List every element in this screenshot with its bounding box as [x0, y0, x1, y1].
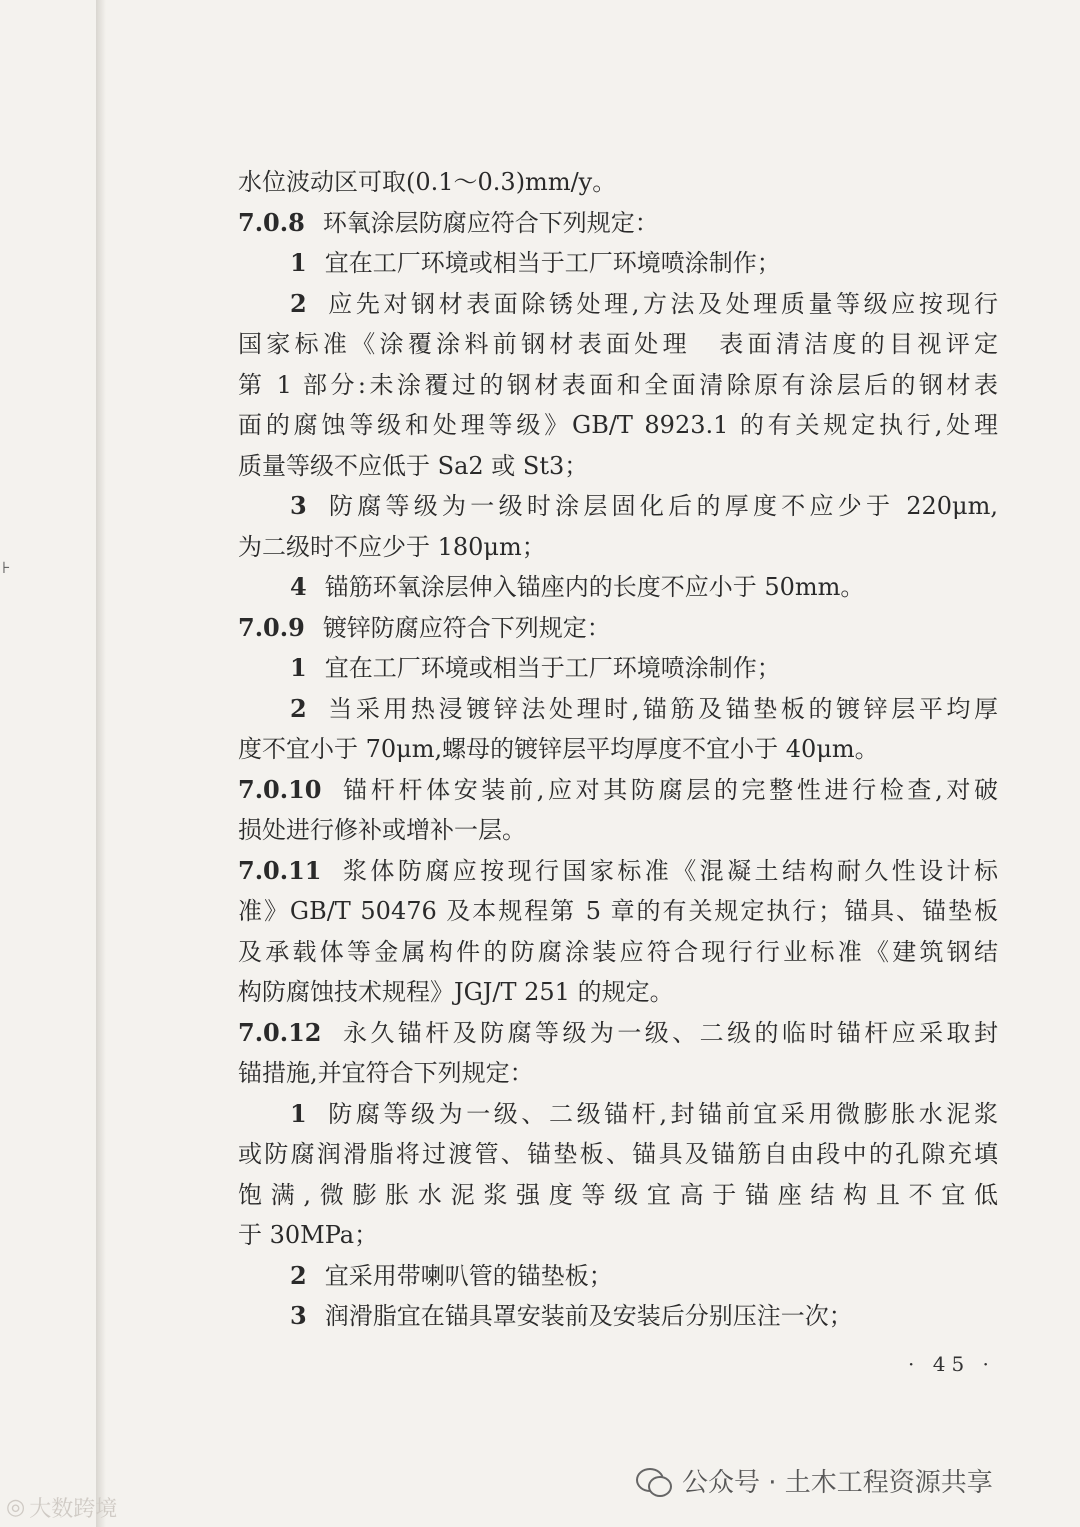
clause-line [238, 851, 998, 892]
text-line [238, 446, 998, 487]
text-line [238, 891, 998, 932]
page-number: · 45 · [908, 1352, 995, 1376]
clause-number: 7.0.9 [238, 612, 305, 642]
line-text: 度不宜小于 70μm,螺母的镀锌层平均厚度不宜小于 40μm。 [238, 735, 879, 763]
text-line [238, 932, 998, 973]
line-text: 及承载体等金属构件的防腐涂装应符合现行行业标准《建筑钢结 [238, 937, 998, 966]
page-edge-shadow [96, 0, 106, 1527]
clause-line [238, 608, 998, 649]
clause-line [238, 770, 998, 811]
line-text: 饱满,微膨胀水泥浆强度等级宜高于锚座结构且不宜低 [238, 1180, 998, 1209]
line-text: 锚杆杆体安装前,应对其防腐层的完整性进行检查,对破 [339, 775, 998, 804]
item-line [238, 1256, 998, 1297]
line-text: 损处进行修补或增补一层。 [238, 816, 526, 844]
line-text: 宜在工厂环境或相当于工厂环境喷涂制作； [324, 654, 781, 682]
corner-watermark [6, 1492, 117, 1523]
item-number: 4 [290, 572, 307, 601]
clause-number: 7.0.12 [238, 1017, 322, 1047]
line-text: 永久锚杆及防腐等级为一级、二级的临时锚杆应采取封 [339, 1018, 998, 1047]
text-line [238, 972, 998, 1013]
line-text: 防腐等级为一级、二级锚杆,封锚前宜采用微膨胀水泥浆 [324, 1099, 998, 1128]
item-line [238, 648, 998, 689]
text-line [238, 1053, 998, 1094]
text-line [238, 1175, 998, 1216]
brand-icon: ◎ [6, 1495, 26, 1520]
item-line [238, 1094, 998, 1135]
text-line [238, 365, 998, 406]
clause-number: 7.0.11 [238, 855, 322, 885]
line-text: 环氧涂层防腐应符合下列规定： [322, 208, 659, 237]
clause-line [238, 1013, 998, 1054]
wechat-watermark [636, 1462, 993, 1499]
clause-number: 7.0.10 [238, 774, 322, 804]
item-number: 2 [290, 693, 307, 723]
item-line [238, 689, 998, 730]
line-text: 构防腐蚀技术规程》JGJ/T 251 的规定。 [238, 978, 674, 1006]
text-line [238, 527, 998, 568]
item-line [238, 284, 998, 325]
item-number: 1 [290, 248, 307, 277]
line-text: 准》GB/T 50476 及本规程第 5 章的有关规定执行；锚具、锚垫板 [238, 897, 998, 925]
line-text: 当采用热浸镀锌法处理时,锚筋及锚垫板的镀锌层平均厚 [324, 694, 998, 723]
text-line [238, 162, 998, 203]
item-line [238, 486, 998, 527]
clause-number: 7.0.8 [238, 207, 305, 237]
item-number: 1 [290, 653, 307, 682]
item-number: 2 [290, 1260, 307, 1290]
line-text: 国家标准《涂覆涂料前钢材表面处理 表面清洁度的目视评定 [238, 330, 998, 358]
item-number: 3 [290, 491, 307, 520]
text-line [238, 324, 998, 365]
line-text: 于 30MPa； [238, 1221, 379, 1249]
line-text: 第 1 部分:未涂覆过的钢材表面和全面清除原有涂层后的钢材表 [238, 370, 998, 399]
line-text: 锚筋环氧涂层伸入锚座内的长度不应小于 50mm。 [324, 573, 865, 601]
text-line [238, 729, 998, 770]
line-text: 宜采用带喇叭管的锚垫板； [324, 1261, 613, 1290]
item-line [238, 243, 998, 284]
text-line [238, 1134, 998, 1175]
text-line [238, 810, 998, 851]
text-line [238, 1215, 998, 1256]
line-text: 浆体防腐应按现行国家标准《混凝土结构耐久性设计标 [339, 856, 998, 885]
line-text: 为二级时不应少于 180μm； [238, 532, 546, 561]
line-text: 质量等级不应低于 Sa2 或 St3； [238, 451, 589, 480]
document-body [238, 162, 998, 1337]
item-number: 2 [290, 288, 307, 318]
wechat-icon [636, 1466, 672, 1496]
item-number: 1 [290, 1098, 307, 1128]
line-text: 宜在工厂环境或相当于工厂环境喷涂制作； [324, 249, 781, 277]
line-text: 面的腐蚀等级和处理等级》GB/T 8923.1 的有关规定执行,处理 [238, 411, 998, 439]
scan-mark: ⊦ [2, 558, 11, 577]
item-number: 3 [290, 1301, 307, 1330]
line-text: 锚措施,并宜符合下列规定： [238, 1059, 534, 1087]
line-text: 防腐等级为一级时涂层固化后的厚度不应少于 220μm, [324, 492, 998, 520]
line-text: 或防腐润滑脂将过渡管、锚垫板、锚具及锚筋自由段中的孔隙充填 [238, 1140, 998, 1168]
text-line [238, 405, 998, 446]
line-text: 镀锌防腐应符合下列规定： [322, 613, 611, 642]
line-text: 润滑脂宜在锚具罩安装前及安装后分别压注一次； [324, 1302, 853, 1330]
corner-watermark-label: 大数跨境 [29, 1497, 118, 1522]
item-line [238, 567, 998, 608]
item-line [238, 1296, 998, 1337]
line-text: 水位波动区可取(0.1～0.3)mm/y。 [238, 168, 617, 196]
wechat-label: 公众号 · 土木工程资源共享 [682, 1468, 993, 1498]
clause-line [238, 203, 998, 244]
line-text: 应先对钢材表面除锈处理,方法及处理质量等级应按现行 [324, 289, 998, 318]
